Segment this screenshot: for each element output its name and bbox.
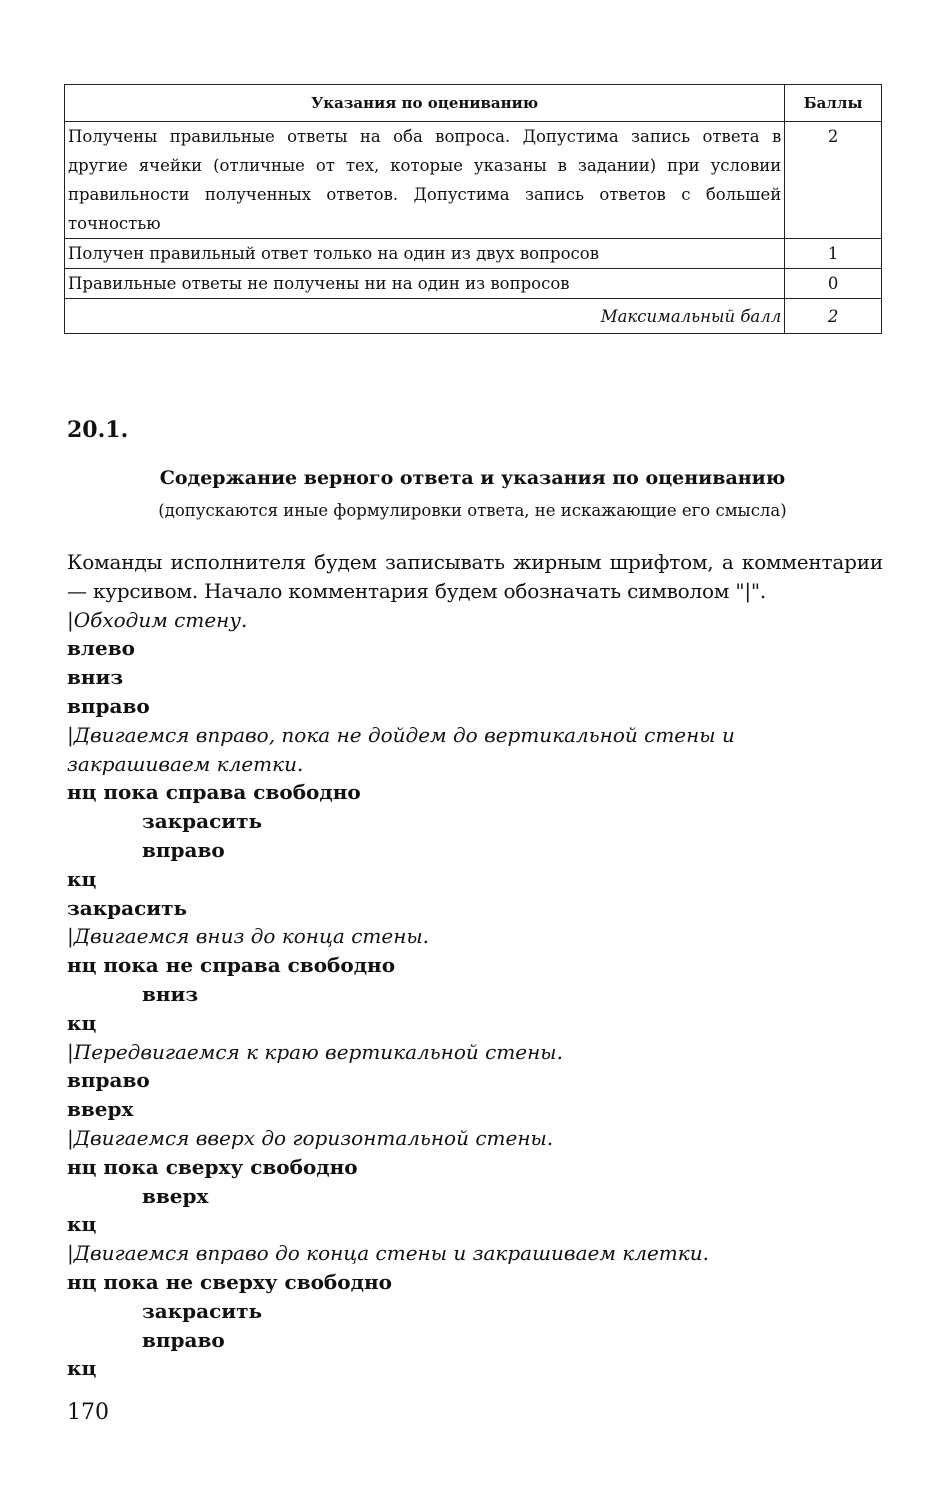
answer-subtitle: (допускаются иные формулировки ответа, не искажающие его смысла) xyxy=(158,501,787,520)
listing-command: закрасить xyxy=(67,895,188,920)
listing-command: вниз xyxy=(67,665,124,690)
points-column-header: Баллы xyxy=(785,85,882,122)
listing-command: кц xyxy=(67,1010,97,1035)
max-score-value: 2 xyxy=(785,299,882,334)
listing-lines xyxy=(67,606,883,1384)
listing-command: вправо xyxy=(67,693,150,718)
listing-command: нц пока сверху свободно xyxy=(67,1154,358,1179)
page-number: 170 xyxy=(67,1400,109,1425)
comment-text: Двигаемся вправо до конца стены и закрашиваем клетки. xyxy=(73,1241,709,1266)
comment-text: Передвигаемся к краю вертикальной стены. xyxy=(73,1039,563,1064)
listing-comment xyxy=(67,606,883,635)
listing-comment xyxy=(67,1038,883,1067)
table-row xyxy=(65,269,882,299)
comment-text: Двигаемся вправо, пока не дойдем до вертикальной стены и закрашиваем клетки. xyxy=(67,722,735,776)
listing-command: вправо xyxy=(142,1327,225,1352)
listing-command: вверх xyxy=(67,1097,134,1122)
points-cell: 1 xyxy=(785,239,882,269)
listing-command: влево xyxy=(67,636,135,661)
comment-marker: | xyxy=(67,924,74,949)
comment-text: Двигаемся вниз до конца стены. xyxy=(73,924,430,949)
listing-intro: Команды исполнителя будем записывать жирным шрифтом, а комментарии — курсивом. Начало комментария будем обозначать символом "|". xyxy=(67,550,883,603)
criteria-cell: Получены правильные ответы на оба вопроса. Допустима запись ответа в другие ячейки (отличные от тех, которые указаны в задании) при условии правильности полученных ответов. Допустима запись ответов с большей точностью xyxy=(65,122,785,239)
comment-marker: | xyxy=(67,1125,74,1150)
listing-command: закрасить xyxy=(142,1298,263,1323)
listing-command: кц xyxy=(67,866,97,891)
comment-text: Обходим стену. xyxy=(73,607,248,632)
listing-command: кц xyxy=(67,1212,97,1237)
answer-title: Содержание верного ответа и указания по оцениванию xyxy=(159,467,786,489)
comment-text: Двигаемся вверх до горизонтальной стены. xyxy=(73,1125,554,1150)
comment-marker: | xyxy=(67,722,74,747)
listing-comment xyxy=(67,922,883,951)
table-header-row xyxy=(65,85,882,122)
comment-marker: | xyxy=(67,1241,74,1266)
listing-command: нц пока не сверху свободно xyxy=(67,1269,392,1294)
program-listing xyxy=(67,548,883,1383)
listing-command: вправо xyxy=(142,837,225,862)
listing-comment xyxy=(67,721,883,779)
listing-command: вверх xyxy=(142,1183,209,1208)
listing-command: вниз xyxy=(142,981,199,1006)
section-number: 20.1. xyxy=(67,417,129,443)
listing-command: кц xyxy=(67,1356,97,1381)
grading-table xyxy=(64,84,882,334)
listing-command: вправо xyxy=(67,1068,150,1093)
points-cell: 2 xyxy=(785,122,882,239)
listing-command: закрасить xyxy=(142,809,263,834)
listing-command: нц пока не справа свободно xyxy=(67,953,396,978)
max-score-row xyxy=(65,299,882,334)
criteria-cell: Получен правильный ответ только на один из двух вопросов xyxy=(65,239,785,269)
listing-comment xyxy=(67,1239,883,1268)
criteria-column-header: Указания по оцениванию xyxy=(65,85,785,122)
comment-marker: | xyxy=(67,1039,74,1064)
table-row xyxy=(65,122,882,239)
comment-marker: | xyxy=(67,607,74,632)
max-score-label: Максимальный балл xyxy=(65,299,785,334)
criteria-cell: Правильные ответы не получены ни на один из вопросов xyxy=(65,269,785,299)
listing-command: нц пока справа свободно xyxy=(67,780,361,805)
points-cell: 0 xyxy=(785,269,882,299)
listing-comment xyxy=(67,1124,883,1153)
table-row xyxy=(65,239,882,269)
